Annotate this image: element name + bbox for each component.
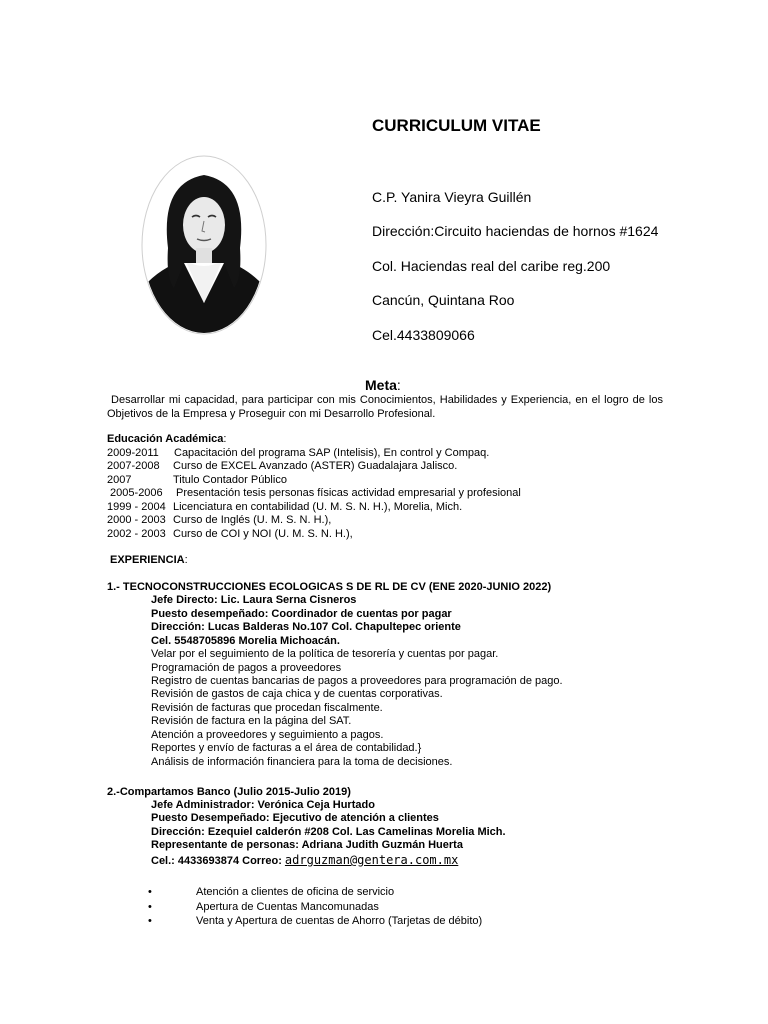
- meta-text: Desarrollar mi capacidad, para participar con mis Conocimientos, Habilidades y Experiencia, en el logro de los Objetivos de la Empresa y Proseguir con mi Desarrollo Profesional.: [107, 394, 663, 420]
- job-detail: Cel. 5548705896 Morelia Michoacán.: [151, 635, 340, 647]
- contact-name: C.P. Yanira Vieyra Guillén: [372, 189, 532, 205]
- contact-address: Dirección:Circuito haciendas de hornos #1624: [372, 223, 659, 239]
- bullet-item: Venta y Apertura de cuentas de Ahorro (Tarjetas de débito): [196, 915, 483, 927]
- contact-colony: Col. Haciendas real del caribe reg.200: [372, 258, 611, 274]
- bullet-icon: •: [148, 901, 152, 913]
- contact-phone: Cel.4433809066: [372, 327, 475, 343]
- meta-heading: Meta:: [365, 377, 401, 393]
- job-detail: Dirección: Ezequiel calderón #208 Col. Las Camelinas Morelia Mich.: [151, 826, 506, 838]
- job-header: 2.-Compartamos Banco (Julio 2015-Julio 2019): [107, 786, 351, 798]
- job-duty: Análisis de información financiera para la toma de decisiones.: [151, 756, 453, 768]
- education-heading: Educación Académica:: [107, 433, 227, 445]
- email-link[interactable]: adrguzman@gentera.com.mx: [284, 853, 459, 867]
- job-header: 1.- TECNOCONSTRUCCIONES ECOLOGICAS S DE RL DE CV (ENE 2020-JUNIO 2022): [107, 581, 552, 593]
- job-detail: Puesto desempeñado: Coordinador de cuentas por pagar: [151, 608, 452, 620]
- job-duty: Reportes y envío de facturas a el área de contabilidad.}: [151, 742, 422, 754]
- job-detail: Dirección: Lucas Balderas No.107 Col. Chapultepec oriente: [151, 621, 461, 633]
- job-duty: Atención a proveedores y seguimiento a pagos.: [151, 729, 384, 741]
- portrait-image: [138, 153, 270, 338]
- experience-heading: EXPERIENCIA:: [110, 554, 188, 566]
- job-duty: Registro de cuentas bancarias de pagos a proveedores para programación de pago.: [151, 675, 563, 687]
- job-duty: Revisión de factura en la página del SAT.: [151, 715, 352, 727]
- job-duty: Revisión de facturas que procedan fiscalmente.: [151, 702, 383, 714]
- profile-photo: [138, 153, 270, 338]
- document-title: CURRICULUM VITAE: [372, 116, 541, 135]
- job-detail: Jefe Directo: Lic. Laura Serna Cisneros: [151, 594, 357, 606]
- job-detail: Jefe Administrador: Verónica Ceja Hurtado: [151, 799, 375, 811]
- job-detail: Representante de personas: Adriana Judith Guzmán Huerta: [151, 839, 463, 851]
- bullet-icon: •: [148, 886, 152, 898]
- contact-city: Cancún, Quintana Roo: [372, 292, 515, 308]
- job-duty: Programación de pagos a proveedores: [151, 662, 342, 674]
- job-contact: Cel.: 4433693874 Correo: adrguzman@gentera.com.mx: [151, 853, 459, 867]
- job-duty: Velar por el seguimiento de la política de tesorería y cuentas por pagar.: [151, 648, 499, 660]
- bullet-icon: •: [148, 915, 152, 927]
- job-duty: Revisión de gastos de caja chica y de cuentas corporativas.: [151, 688, 443, 700]
- job-detail: Puesto Desempeñado: Ejecutivo de atención a clientes: [151, 812, 439, 824]
- bullet-item: Atención a clientes de oficina de servicio: [196, 886, 395, 898]
- bullet-item: Apertura de Cuentas Mancomunadas: [196, 901, 379, 913]
